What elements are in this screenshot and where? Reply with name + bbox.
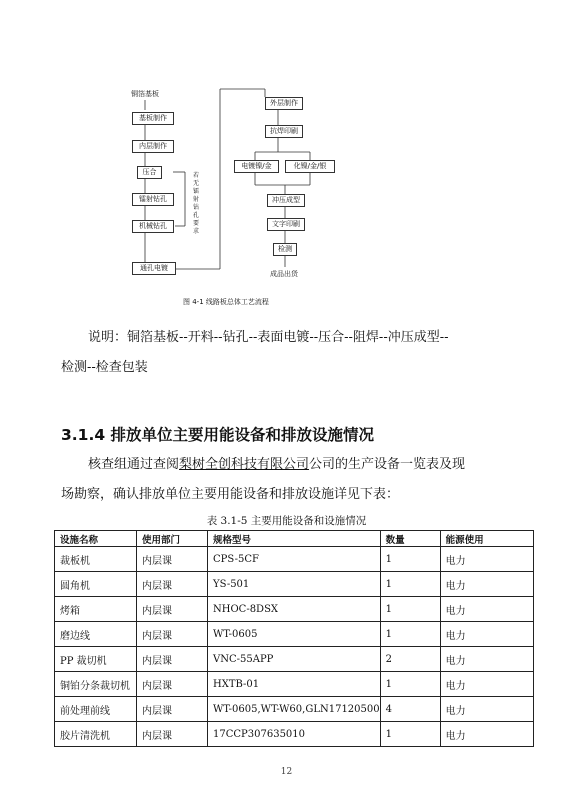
cell-quantity: 1	[380, 597, 440, 622]
cell-name: 烤箱	[55, 597, 137, 622]
header-department: 使用部门	[137, 531, 208, 547]
cell-department: 内层课	[137, 597, 208, 622]
cell-model: VNC-55APP	[208, 647, 381, 672]
cell-model: NHOC-8DSX	[208, 597, 381, 622]
cell-department: 内层课	[137, 722, 208, 747]
company-name: 梨树全创科技有限公司	[179, 457, 310, 472]
cell-energy: 电力	[440, 697, 533, 722]
cell-quantity: 4	[380, 697, 440, 722]
figure-caption: 图 4-1 线路板总体工艺流程	[183, 298, 269, 306]
flow-step-solder-mask: 抗焊印刷	[265, 125, 303, 138]
cell-department: 内层课	[137, 647, 208, 672]
cell-energy: 电力	[440, 547, 533, 572]
body-line-2: 场勘察，确认排放单位主要用能设备和排放设施详见下表：	[61, 487, 400, 502]
cell-energy: 电力	[440, 572, 533, 597]
table-row	[55, 622, 534, 647]
cell-model: HXTB-01	[208, 672, 381, 697]
section-heading: 3.1.4 排放单位主要用能设备和排放设施情况	[61, 426, 375, 444]
cell-department: 内层课	[137, 622, 208, 647]
cell-quantity: 1	[380, 722, 440, 747]
cell-model: WT-0605,WT-W60,GLN17120500	[208, 697, 381, 722]
flow-step-laser-drill: 镭射钻孔	[132, 193, 174, 206]
flow-end-label: 成品出货	[270, 270, 298, 278]
header-energy: 能源使用	[440, 531, 533, 547]
table-header-row	[55, 531, 534, 547]
cell-name: 铜铂分条裁切机	[55, 672, 137, 697]
page-number: 12	[280, 767, 293, 777]
body-line-1-post: 公司的生产设备一览表及现	[309, 457, 466, 472]
cell-model: YS-501	[208, 572, 381, 597]
cell-quantity: 1	[380, 672, 440, 697]
cell-name: PP 裁切机	[55, 647, 137, 672]
table-row	[55, 597, 534, 622]
header-model: 规格型号	[208, 531, 381, 547]
flow-step-inspection: 检测	[273, 243, 297, 256]
cell-quantity: 1	[380, 572, 440, 597]
table-row	[55, 547, 534, 572]
cell-model: 17CCP307635010	[208, 722, 381, 747]
cell-department: 内层课	[137, 697, 208, 722]
table-row	[55, 722, 534, 747]
cell-energy: 电力	[440, 722, 533, 747]
cell-energy: 电力	[440, 647, 533, 672]
description-line-2: 检测--检查包装	[61, 360, 148, 375]
flow-step-text-print: 文字印刷	[267, 218, 305, 231]
body-line-1	[88, 450, 465, 480]
flow-step-outer-layer: 外层制作	[265, 97, 303, 110]
cell-name: 前处理前线	[55, 697, 137, 722]
cell-name: 磨边线	[55, 622, 137, 647]
table-row	[55, 672, 534, 697]
cell-quantity: 2	[380, 647, 440, 672]
cell-quantity: 1	[380, 547, 440, 572]
table-row	[55, 572, 534, 597]
flow-side-note: 若无镭射钻孔要求	[193, 172, 200, 235]
table-row	[55, 647, 534, 672]
cell-model: CPS-5CF	[208, 547, 381, 572]
flow-step-punching: 冲压成型	[267, 194, 305, 207]
cell-name: 圆角机	[55, 572, 137, 597]
cell-energy: 电力	[440, 622, 533, 647]
flow-step-electroless: 化镍/金/银	[285, 160, 335, 173]
cell-name: 裁板机	[55, 547, 137, 572]
flow-step-inner-layer: 内层制作	[132, 140, 174, 153]
cell-department: 内层课	[137, 547, 208, 572]
header-quantity: 数量	[380, 531, 440, 547]
flow-step-nickel-gold: 电镀镍/金	[234, 160, 279, 173]
flow-step-through-hole: 通孔电镀	[132, 262, 176, 275]
equipment-table	[54, 530, 534, 747]
header-facility-name: 设施名称	[55, 531, 137, 547]
description-line-1: 说明：铜箔基板--开料--钻孔--表面电镀--压合--阻焊--冲压成型--	[88, 330, 449, 345]
flow-step-lamination: 压合	[137, 166, 162, 179]
process-flowchart	[125, 80, 445, 310]
flow-step-mech-drill: 机械钻孔	[132, 220, 174, 233]
table-caption: 表 3.1-5 主要用能设备和设施情况	[206, 515, 367, 527]
table-row	[55, 697, 534, 722]
cell-energy: 电力	[440, 672, 533, 697]
cell-name: 胶片清洗机	[55, 722, 137, 747]
cell-department: 内层课	[137, 672, 208, 697]
cell-energy: 电力	[440, 597, 533, 622]
flow-start-label: 铜箔基板	[131, 90, 159, 98]
flow-step-substrate: 基板制作	[132, 112, 174, 125]
cell-department: 内层课	[137, 572, 208, 597]
cell-quantity: 1	[380, 622, 440, 647]
body-line-1-pre: 核查组通过查阅	[88, 457, 180, 472]
cell-model: WT-0605	[208, 622, 381, 647]
